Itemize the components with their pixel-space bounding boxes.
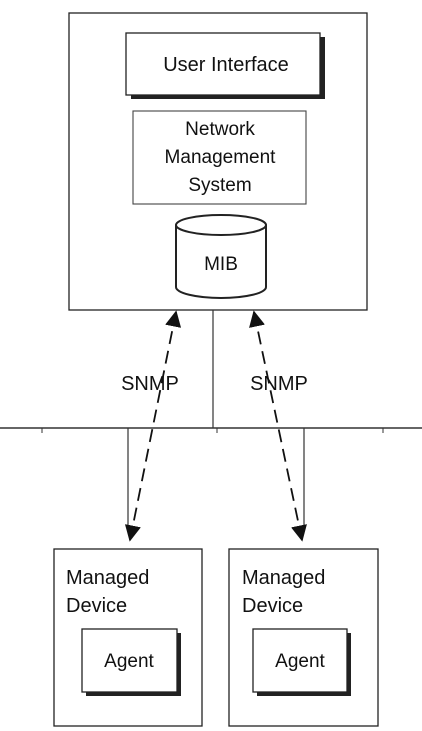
user-interface-label: User Interface bbox=[163, 54, 289, 76]
managed-device-1-title-line-1: Managed bbox=[66, 567, 150, 589]
snmp-label-left: SNMP bbox=[121, 373, 179, 395]
managed-device-1-title-line-2: Device bbox=[66, 595, 128, 617]
agent-2-label: Agent bbox=[275, 651, 325, 672]
mib-label: MIB bbox=[204, 254, 238, 275]
nms-label-line-3: System bbox=[188, 175, 252, 196]
managed-device-2-title-line-1: Managed bbox=[242, 567, 326, 589]
nms-label-line-2: Management bbox=[164, 147, 276, 168]
nms-label-line-1: Network bbox=[185, 119, 255, 140]
managed-device-2-title-line-2: Device bbox=[242, 595, 304, 617]
agent-1-label: Agent bbox=[104, 651, 154, 672]
snmp-arrow-left bbox=[130, 312, 176, 540]
snmp-label-right: SNMP bbox=[250, 373, 308, 395]
snmp-arrow-right bbox=[254, 312, 302, 540]
